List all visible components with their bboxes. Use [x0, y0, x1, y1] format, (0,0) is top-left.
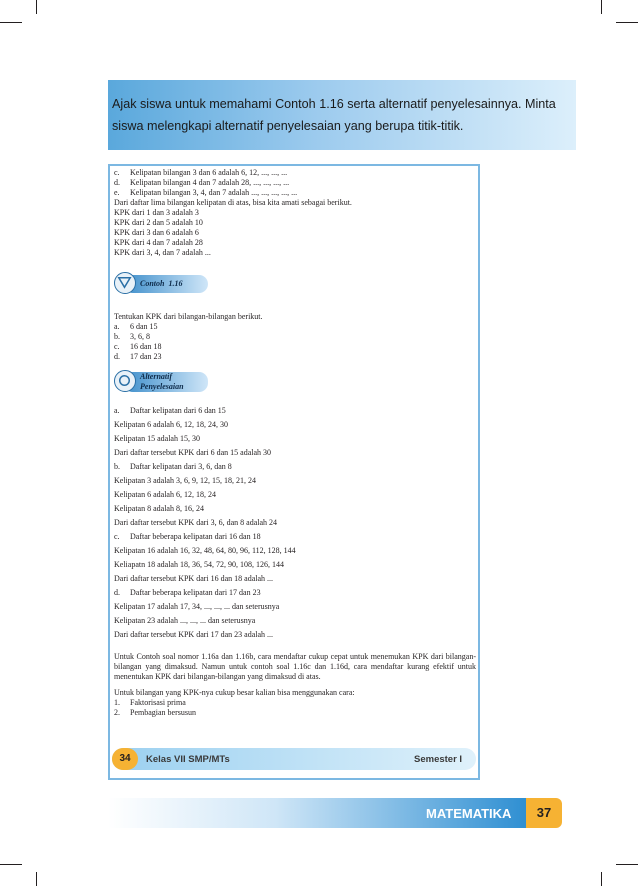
solution-item: c. Daftar beberapa kelipatan dari 16 dan 18 [114, 532, 261, 541]
kpk-line: KPK dari 1 dan 3 adalah 3 [114, 208, 199, 217]
kpk-line: KPK dari 4 dan 7 adalah 28 [114, 238, 203, 247]
solution-line: Dari daftar tersebut KPK dari 17 dan 23 adalah ... [114, 630, 274, 639]
crop-mark [601, 0, 602, 14]
list-item: a. 6 dan 15 [114, 322, 158, 331]
list-item: d. Kelipatan bilangan 4 dan 7 adalah 28, ..., ..., ..., ... [114, 178, 290, 187]
solution-line: Kelipatan 17 adalah 17, 34, ..., ..., ... dan seterusnya [114, 602, 280, 611]
crop-mark [36, 0, 37, 14]
solution-label-2: Penyelesaian [140, 382, 184, 391]
content-body [114, 168, 476, 718]
inner-semester: Semester I [414, 754, 463, 765]
list-item: 2. Pembagian bersusun [114, 708, 196, 717]
kpk-line: KPK dari 3 dan 6 adalah 6 [114, 228, 199, 237]
solution-line: Kelipatan 6 adalah 6, 12, 18, 24, 30 [114, 420, 228, 429]
solution-item: b. Daftar kelipatan dari 3, 6, dan 8 [114, 462, 232, 471]
solution-line: Kelipatan 8 adalah 8, 16, 24 [114, 504, 204, 513]
crop-mark [0, 864, 22, 865]
example-icon [114, 272, 136, 294]
list-item: c. 16 dan 18 [114, 342, 162, 351]
solution-tag [114, 370, 206, 392]
solution-line: Kelipatan 6 adalah 6, 12, 18, 24 [114, 490, 216, 499]
solution-item: a. Daftar kelipatan dari 6 dan 15 [114, 406, 226, 415]
inner-book-title: Kelas VII SMP/MTs [146, 754, 230, 765]
solution-line: Kelipatan 3 adalah 3, 6, 9, 12, 15, 18, 21, 24 [114, 476, 256, 485]
outer-page-number: 37 [526, 798, 562, 828]
crop-mark [0, 22, 22, 23]
solution-item: d. Daftar beberapa kelipatan dari 17 dan 23 [114, 588, 261, 597]
example-word: Contoh [140, 279, 165, 288]
instruction-text: Ajak siswa untuk memahami Contoh 1.16 serta alternatif penyelesainnya. Minta siswa melengkapi alternatif penyelesaian yang berupa titik-titik. [112, 97, 556, 133]
list-item: b. 3, 6, 8 [114, 332, 150, 341]
solution-line: Kelipatan 15 adalah 15, 30 [114, 434, 200, 443]
list-item: 1. Faktorisasi prima [114, 698, 186, 707]
solution-line: Kelipatan 16 adalah 16, 32, 48, 64, 80, 96, 112, 128, 144 [114, 546, 296, 555]
solution-icon [114, 370, 136, 392]
crop-mark [616, 22, 638, 23]
solution-line: Kelipatan 23 adalah ..., ..., ... dan seterusnya [114, 616, 256, 625]
example-number: 1.16 [168, 279, 183, 288]
solution-line: Keliapatn 18 adalah 18, 36, 54, 72, 90, 108, 126, 144 [114, 560, 284, 569]
solution-line: Dari daftar tersebut KPK dari 16 dan 18 adalah ... [114, 574, 274, 583]
inner-page-number: 34 [112, 748, 138, 770]
solution-line: Dari daftar tersebut KPK dari 6 dan 15 adalah 30 [114, 448, 272, 457]
solution-line: Dari daftar tersebut KPK dari 3, 6, dan 8 adalah 24 [114, 518, 278, 527]
crop-mark [616, 864, 638, 865]
solution-label-1: Alternatif [140, 372, 173, 381]
example-tag [114, 272, 210, 294]
summary-intro: Dari daftar lima bilangan kelipatan di atas, bisa kita amati sebagai berikut. [114, 198, 352, 207]
closing-paragraph: Untuk Contoh soal nomor 1.16a dan 1.16b, cara mendaftar cukup cepat untuk menemukan KPK dari bilangan-bilangan yang dimaksud. Namun untuk contoh soal 1.16c dan 1.16d, cara mendaftar kurang efektif untuk menentukan KPK dari bilangan-bilangan yang dimaksud di atas. [114, 652, 476, 681]
subject-title: MATEMATIKA [426, 806, 512, 821]
crop-mark [601, 872, 602, 886]
list-item: c. Kelipatan bilangan 3 dan 6 adalah 6, 12, ..., ..., ... [114, 168, 288, 177]
kpk-line: KPK dari 3, 4, dan 7 adalah ... [114, 248, 211, 257]
list-item: e. Kelipatan bilangan 3, 4, dan 7 adalah ..., ..., ..., ..., ... [114, 188, 298, 197]
crop-mark [36, 872, 37, 886]
kpk-line: KPK dari 2 dan 5 adalah 10 [114, 218, 203, 227]
question-intro: Tentukan KPK dari bilangan-bilangan berikut. [114, 312, 263, 321]
methods-intro: Untuk bilangan yang KPK-nya cukup besar kalian bisa menggunakan cara: [114, 688, 355, 697]
list-item: d. 17 dan 23 [114, 352, 162, 361]
